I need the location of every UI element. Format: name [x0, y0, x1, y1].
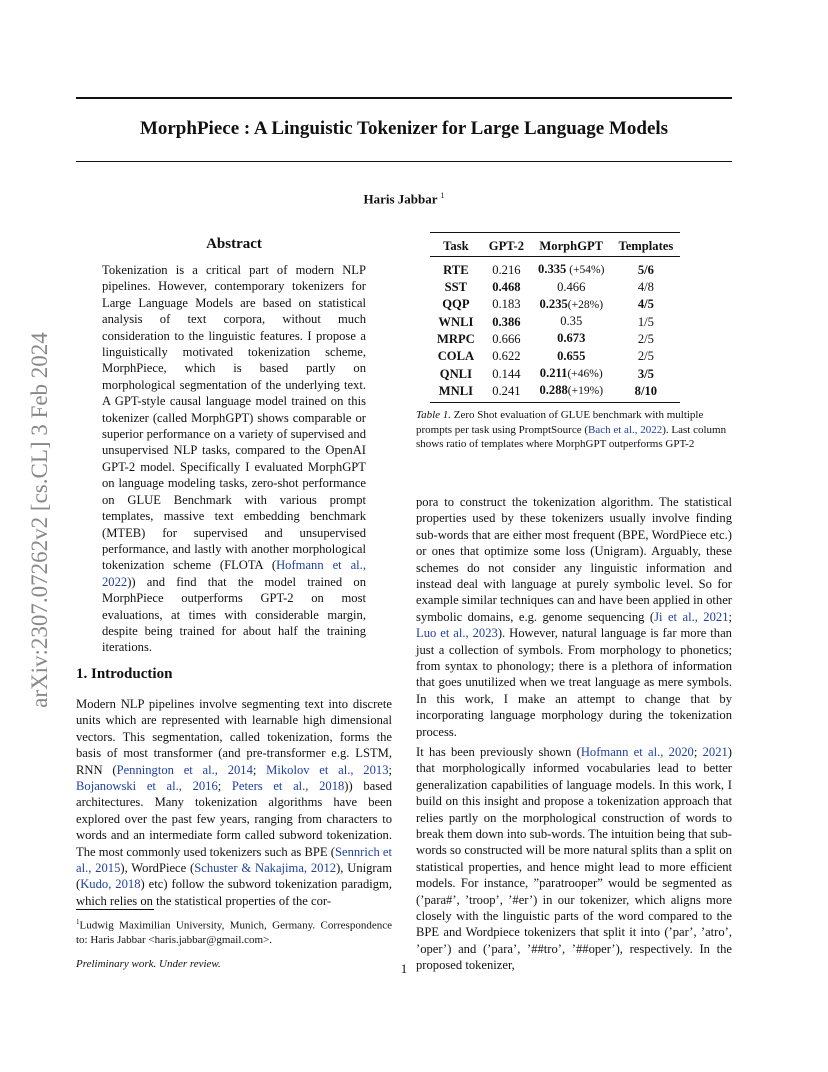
templates-cell: 3/5 — [637, 366, 654, 381]
intro-paragraph-3 — [416, 744, 732, 974]
task-cell: QNLI — [439, 366, 472, 381]
paragraph-text: ; — [217, 779, 232, 794]
morphgpt-value: 0.466 — [557, 279, 586, 294]
gpt2-cell: 0.622 — [492, 349, 521, 364]
templates-cell: 2/5 — [637, 349, 654, 364]
table-header-cell: Task — [430, 233, 482, 257]
citation-link[interactable]: Mikolov et al., 2013 — [266, 762, 389, 777]
task-cell: QQP — [442, 297, 470, 312]
paragraph-text: It has been previously shown ( — [416, 745, 581, 759]
table-row — [430, 330, 680, 347]
templates-cell: 4/5 — [637, 297, 654, 312]
citation-link[interactable]: Sennrich et al., 2015 — [76, 844, 392, 876]
table-header-cell: MorphGPT — [531, 233, 611, 257]
footnote — [76, 915, 392, 948]
gpt2-cell: 0.241 — [482, 382, 531, 402]
table-row — [430, 382, 680, 402]
citation-link[interactable]: Bach et al., 2022 — [588, 423, 663, 436]
table-header-row — [430, 233, 680, 257]
table-row — [430, 257, 680, 279]
table-header-cell: GPT-2 — [482, 233, 531, 257]
citation-link[interactable]: 2021 — [702, 745, 728, 759]
caption-label: Table 1. — [416, 409, 452, 421]
table-row — [430, 313, 680, 330]
morphgpt-value: 0.35 — [560, 314, 583, 329]
section-heading-introduction: 1. Introduction — [76, 666, 173, 682]
morphgpt-value: 0.235 — [539, 296, 568, 311]
improvement-value: (+28%) — [567, 298, 604, 311]
morphgpt-cell — [531, 279, 611, 296]
morphgpt-value: 0.673 — [557, 331, 586, 346]
table-row — [430, 348, 680, 365]
morphgpt-cell — [531, 330, 611, 347]
paragraph-text: ; — [693, 745, 703, 759]
morphgpt-value: 0.335 — [538, 262, 567, 277]
glue-results-table — [430, 232, 680, 403]
paragraph-text: ), WordPiece ( — [120, 861, 195, 876]
morphgpt-cell — [531, 313, 611, 330]
paragraph-text: ) that morphologically informed vocabularies lead to better generalization capabilities of language models. In this work, I build on this insight and propose a tokenization approach that relies partly on the morphological construction of words to break them down into sub-words. The intuition being that sub-words so constructed will be more natural splits than a split on statistical properties, and hence might lead to more efficient models. For instance, ”paratrooper” would be segmented as (’para#’, ’troop’, ’#er’) in our tokenizer, which aligns more closely with the linguistic parts of the word compared to the BPE and Wordpiece tokenizers that split it into (’par’, ’atro’, ’oper’) and (’para’, ’##tro’, ’##oper’), respectively. In the proposed tokenizer, — [416, 745, 732, 973]
citation-link[interactable]: Bojanowski et al., 2016 — [76, 779, 218, 794]
morphgpt-cell — [531, 365, 611, 382]
gpt2-cell: 0.468 — [492, 280, 521, 295]
citation-link[interactable]: Hofmann et al., 2022 — [102, 558, 366, 589]
improvement-value: (+46%) — [567, 368, 603, 381]
table-row — [430, 365, 680, 382]
table-row — [430, 296, 680, 313]
morphgpt-value: 0.211 — [539, 366, 568, 381]
task-cell: MRPC — [437, 331, 475, 346]
footnote-mark: 1 — [76, 918, 80, 926]
citation-link[interactable]: Kudo, 2018 — [80, 877, 141, 892]
paragraph-text: pora to construct the tokenization algorithm. The statistical properties used by these tokenizers usually involve finding sub-words that are either most frequent (BPE, WordPiece etc.) or ones that optimize some loss (Unigram). Arguably, these schemes do not consider any linguistic information and instead deal with language at purely symbolic level. So for example similar techniques can and have been applied in other symbolic domains, e.g. genome sequencing ( — [416, 495, 732, 624]
paragraph-text: ), Unigram ( — [76, 861, 392, 892]
gpt2-cell: 0.183 — [492, 297, 521, 312]
task-cell: MNLI — [430, 382, 482, 402]
templates-cell: 1/5 — [637, 314, 654, 329]
morphgpt-cell — [531, 382, 611, 402]
abstract-heading: Abstract — [206, 236, 262, 252]
footnote-text: Ludwig Maximilian University, Munich, Germany. Correspondence to: Haris Jabbar <haris.jabbar@gmail.com>. — [76, 919, 392, 947]
paper-title: MorphPiece : A Linguistic Tokenizer for Large Language Models — [139, 118, 669, 139]
task-cell: WNLI — [438, 314, 474, 329]
templates-cell: 5/6 — [637, 262, 654, 277]
page-number: 1 — [400, 961, 408, 976]
caption-text: ). Last column shows ratio of templates where MorphGPT outperforms GPT-2 — [416, 423, 727, 450]
author-affiliation-mark: 1 — [440, 191, 445, 200]
intro-paragraph-2 — [416, 494, 732, 740]
arxiv-stamp: arXiv:2307.07262v2 [cs.CL] 3 Feb 2024 — [27, 332, 52, 708]
gpt2-cell: 0.386 — [492, 314, 521, 329]
citation-link[interactable]: Hofmann et al., 2020 — [580, 745, 694, 759]
paragraph-text: )) based architectures. Many tokenization algorithms have been explored over the past few years, ranging from characters to words and an intermediate form called subword tokenization. The most commonly used tokenizers such as BPE ( — [76, 779, 393, 859]
preliminary-note: Preliminary work. Under review. — [76, 958, 221, 970]
task-cell: SST — [444, 280, 468, 295]
intro-paragraph-1 — [76, 696, 392, 909]
morphgpt-value: 0.288 — [539, 383, 568, 398]
paragraph-text: ) etc) follow the subword tokenization paradigm, which relies on the statistical properties of the cor- — [76, 877, 392, 908]
templates-cell: 8/10 — [611, 382, 680, 402]
paragraph-text: ; — [388, 762, 392, 777]
table-header-cell: Templates — [611, 233, 680, 257]
table-caption — [416, 408, 732, 452]
author-name: Haris Jabbar — [363, 191, 438, 207]
templates-cell: 2/5 — [637, 331, 654, 346]
citation-link[interactable]: Ji et al., 2021 — [654, 609, 729, 624]
abstract-text-part: Tokenization is a critical part of modern NLP pipelines. However, contemporary tokenizers for Large Language Models are based on statistical analysis of text corpora, without much consideration to the linguistic features. I propose a linguistically motivated tokenization scheme, MorphPiece, which is based partly on morphological segmentation of the underlying text. A GPT-style causal language model trained on this tokenizer (called MorphGPT) shows comparable or superior performance on a variety of supervised and unsupervised NLP tasks, compared to the OpenAI GPT-2 model. Specifically I evaluated MorphGPT on language modeling tasks, zero-shot performance on GLUE Benchmark with various prompt templates, massive text embedding benchmark (MTEB) for supervised and unsupervised performance, and lastly with another morphological tokenization scheme (FLOTA ( — [102, 263, 366, 573]
templates-cell: 4/8 — [637, 280, 654, 295]
paragraph-text: ; — [252, 762, 267, 777]
paragraph-text: ; — [728, 609, 732, 624]
citation-link[interactable]: Luo et al., 2023 — [416, 626, 498, 641]
morphgpt-cell — [531, 257, 611, 279]
table-row — [430, 279, 680, 296]
gpt2-cell: 0.666 — [492, 331, 521, 346]
improvement-value: (+54%) — [566, 264, 605, 277]
author-line — [76, 191, 732, 207]
morphgpt-cell — [531, 348, 611, 365]
task-cell: COLA — [437, 349, 475, 364]
citation-link[interactable]: Peters et al., 2018 — [231, 779, 345, 794]
title-top-rule — [76, 97, 732, 99]
gpt2-cell: 0.144 — [492, 366, 521, 381]
task-cell: RTE — [443, 262, 469, 277]
abstract-text — [102, 262, 366, 656]
improvement-value: (+19%) — [567, 385, 604, 398]
morphgpt-cell — [531, 296, 611, 313]
citation-link[interactable]: Pennington et al., 2014 — [116, 762, 253, 777]
title-bottom-rule — [76, 161, 732, 162]
morphgpt-value: 0.655 — [557, 348, 586, 363]
paragraph-text: ). However, natural language is far more than just a collection of symbols. From morphology to phonetics; from syntax to phonology; there is a plethora of information that goes unutilized when we treat language as mere symbols. In this work, I make an attempt to change that by incorporating language morphology during the tokenization process. — [416, 626, 732, 739]
abstract-text-part: )) and find that the model trained on MorphPiece outperforms GPT-2 on most evaluations, at times with considerable margin, despite being trained for about half the training iterations. — [102, 574, 366, 655]
footnote-divider — [76, 909, 154, 910]
gpt2-cell: 0.216 — [492, 262, 521, 277]
caption-text: Zero Shot evaluation of GLUE benchmark with multiple prompts per task using PromptSource ( — [416, 409, 704, 436]
paragraph-text: Modern NLP pipelines involve segmenting text into discrete units which are represented with learnable high dimensional vectors. This segmentation, called tokenization, forms the basis of most transformer (and pre-transformer e.g. LSTM, RNN ( — [76, 697, 392, 777]
citation-link[interactable]: Schuster & Nakajima, 2012 — [194, 861, 337, 876]
